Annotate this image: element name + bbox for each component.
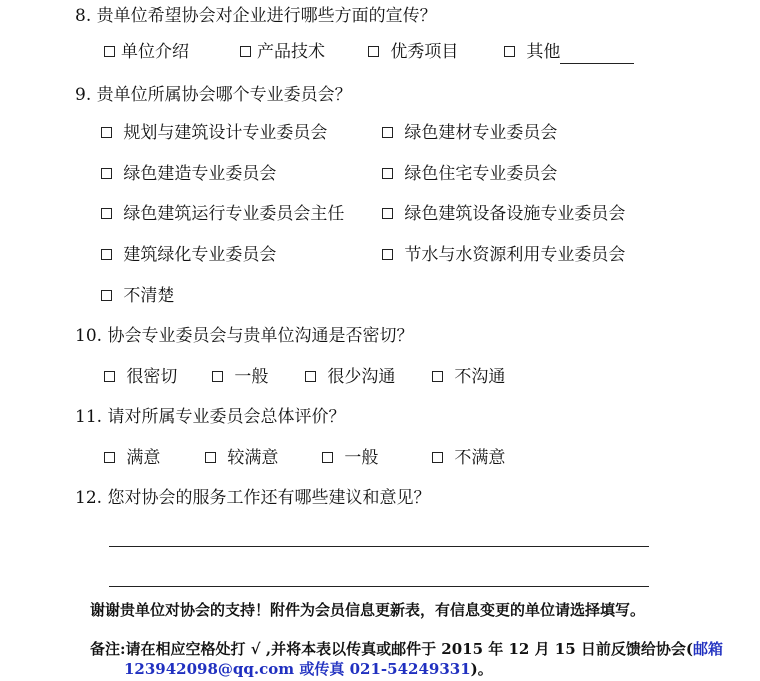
q11-option-satisfied[interactable]: 满意 xyxy=(104,446,160,470)
email-link[interactable]: 123942098@qq.com xyxy=(124,660,295,678)
q10-option-rarely[interactable]: 很少沟通 xyxy=(305,365,395,389)
checkbox[interactable] xyxy=(382,249,393,260)
q9-option-planning-design[interactable]: 规划与建筑设计专业委员会 xyxy=(101,121,327,145)
q8-option-product-tech[interactable]: 产品技术 xyxy=(240,40,325,64)
checkbox[interactable] xyxy=(382,168,393,179)
q11-title: 11. 请对所属专业委员会总体评价？ xyxy=(75,407,346,427)
note-text-line2: 123942098@qq.com 或传真 021-54249331)。 xyxy=(124,660,493,678)
checkbox[interactable] xyxy=(382,127,393,138)
fax-number: 021-54249331 xyxy=(349,660,471,678)
other-fill-blank[interactable] xyxy=(560,45,634,64)
checkbox[interactable] xyxy=(101,208,112,219)
q8-option-excellent-project[interactable]: 优秀项目 xyxy=(368,40,458,64)
answer-line-2[interactable] xyxy=(109,586,649,587)
checkbox[interactable] xyxy=(101,168,112,179)
checkbox[interactable] xyxy=(205,452,216,463)
q10-option-very-close[interactable]: 很密切 xyxy=(104,365,177,389)
q11-option-fairly-satisfied[interactable]: 较满意 xyxy=(205,446,278,470)
checkbox[interactable] xyxy=(101,249,112,260)
checkbox[interactable] xyxy=(104,46,115,57)
checkbox[interactable] xyxy=(212,371,223,382)
checkbox[interactable] xyxy=(101,127,112,138)
checkbox[interactable] xyxy=(504,46,515,57)
checkbox[interactable] xyxy=(432,452,443,463)
q9-title: 9. 贵单位所属协会哪个专业委员会？ xyxy=(75,85,352,105)
q10-option-never[interactable]: 不沟通 xyxy=(432,365,505,389)
answer-line-1[interactable] xyxy=(109,546,649,547)
thanks-text: 谢谢贵单位对协会的支持！附件为会员信息更新表，有信息变更的单位请选择填写。 xyxy=(90,601,646,619)
q9-option-green-equipment[interactable]: 绿色建筑设备设施专业委员会 xyxy=(382,202,625,226)
checkbox[interactable] xyxy=(432,371,443,382)
note-text: 备注:请在相应空格处打 √ ,并将本表以传真或邮件于 2015 年 12 月 15 日前反馈给协会(邮箱 xyxy=(90,640,724,658)
q9-option-green-operation[interactable]: 绿色建筑运行专业委员会主任 xyxy=(101,202,344,226)
checkbox[interactable] xyxy=(104,452,115,463)
q12-title: 12. 您对协会的服务工作还有哪些建议和意见？ xyxy=(75,488,431,508)
q9-option-greening[interactable]: 建筑绿化专业委员会 xyxy=(101,243,276,267)
q9-option-green-residential[interactable]: 绿色住宅专业委员会 xyxy=(382,162,557,186)
q10-title: 10. 协会专业委员会与贵单位沟通是否密切？ xyxy=(75,326,414,346)
q8-title: 8. 贵单位希望协会对企业进行哪些方面的宣传？ xyxy=(75,6,437,26)
q10-option-average[interactable]: 一般 xyxy=(212,365,268,389)
q9-option-water-saving[interactable]: 节水与水资源利用专业委员会 xyxy=(382,243,625,267)
email-label: 邮箱 xyxy=(693,640,724,658)
q11-option-unsatisfied[interactable]: 不满意 xyxy=(432,446,505,470)
checkbox[interactable] xyxy=(240,46,251,57)
q9-option-green-construction[interactable]: 绿色建造专业委员会 xyxy=(101,162,276,186)
q11-option-average[interactable]: 一般 xyxy=(322,446,378,470)
q8-option-company-intro[interactable]: 单位介绍 xyxy=(104,40,189,64)
checkbox[interactable] xyxy=(382,208,393,219)
checkbox[interactable] xyxy=(104,371,115,382)
q8-option-other[interactable]: 其他 xyxy=(504,40,634,64)
checkbox[interactable] xyxy=(101,290,112,301)
q9-option-unknown[interactable]: 不清楚 xyxy=(101,284,174,308)
checkbox[interactable] xyxy=(368,46,379,57)
checkbox[interactable] xyxy=(305,371,316,382)
q9-option-green-materials[interactable]: 绿色建材专业委员会 xyxy=(382,121,557,145)
checkbox[interactable] xyxy=(322,452,333,463)
